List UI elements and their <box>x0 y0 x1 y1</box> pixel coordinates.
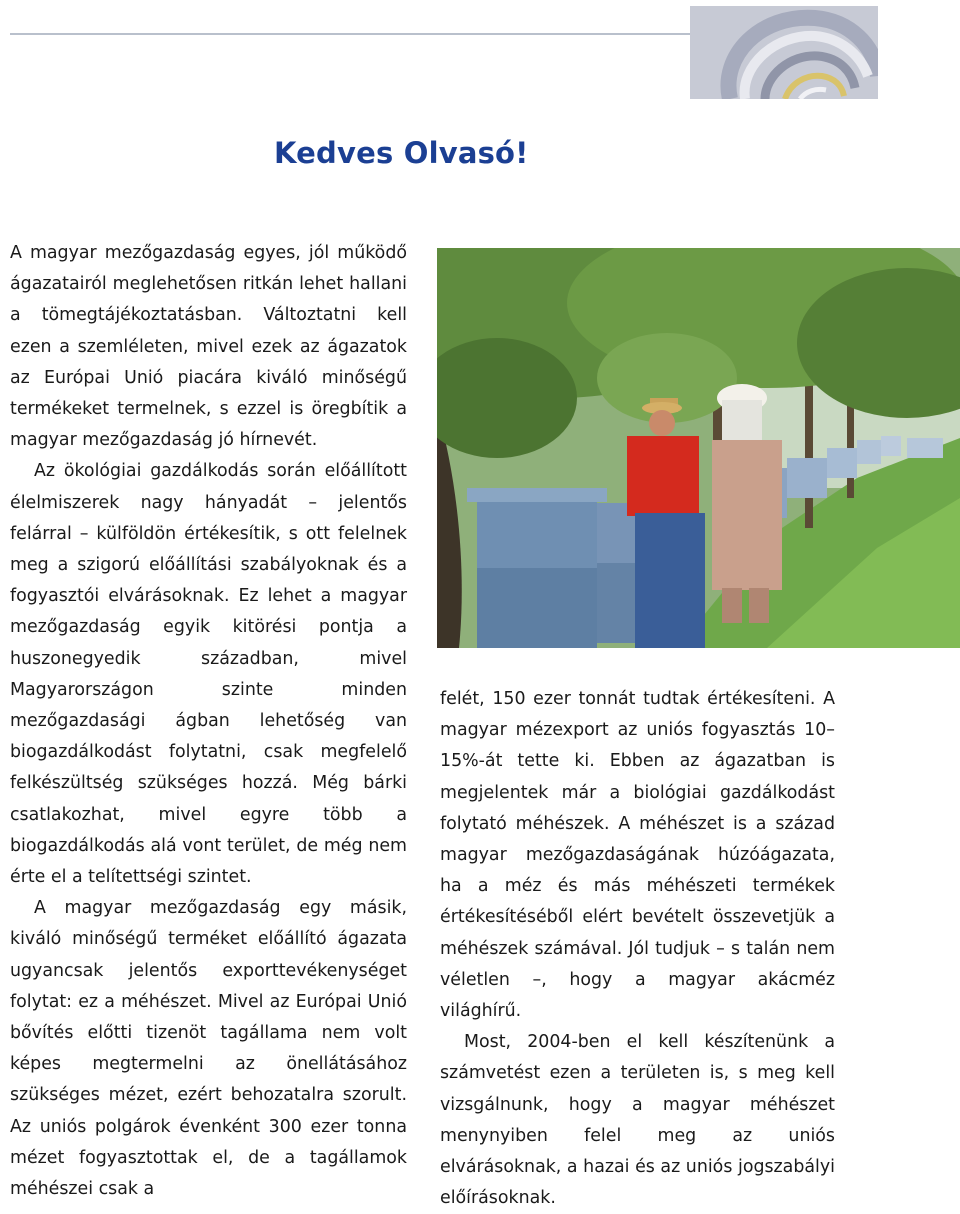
swirl-logo-icon <box>690 6 878 99</box>
left-text-column <box>10 238 407 1205</box>
paragraph: A magyar mezőgazdaság egy másik, kiváló minőségű terméket előállító ágazata ugyancsak jelentős exporttevékenységet folytat: ez a méhészet. Mivel az Európai Unió bővítés előtti tizenöt tagállama nem volt képes megtermelni az önellátásához szükséges mézet, ezért behozatalra szorult. Az uniós polgárok évenként 300 ezer tonna mézet fogyasztottak el, de a tagállamok méhészei csak a <box>10 898 407 1200</box>
page-title: Kedves Olvasó! <box>274 136 529 170</box>
beekeepers-photo <box>437 248 960 648</box>
paragraph: Az ökológiai gazdálkodás során előállított élelmiszerek nagy hányadát – jelentős felárral – külföldön értékesítik, s ott felelnek meg a szigorú előállítási szabályoknak és a fogyasztói elvárásoknak. Ez lehet a magyar mezőgazdaság egyik kitörési pontja a huszonegyedik században, mivel Magyarországon szinte minden mezőgazdasági ágban lehetőség van biogazdálkodást folytatni, csak megfelelő felkészültség szükséges hozzá. Még bárki csatlakozhat, mivel egyre több a biogazdálkodás alá vont terület, de még nem érte el a telítettségi szintet. <box>10 461 407 888</box>
paragraph: felét, 150 ezer tonnát tudtak értékesíteni. A magyar mézexport az uniós fogyasztás 10–15%-át tette ki. Ebben az ágazatban is megjelentek már a biológiai gazdálkodást folytató méhészek. A méhészet is a század magyar mezőgazdaságának húzóágazata, ha a méz és más méhészeti termékek értékesítéséből elért bevételt összevetjük a méhészek számával. Jól tudjuk – s talán nem véletlen –, hogy a magyar akácméz világhírű. <box>440 689 835 1022</box>
paragraph: Most, 2004-ben el kell készítenünk a számvetést ezen a területen is, s meg kell vizsgálnunk, hogy a magyar méhészet menynyiben felel meg az uniós elvárásoknak, a hazai és az uniós jogszabályi előírásoknak. <box>440 1032 835 1209</box>
right-text-column <box>440 684 835 1214</box>
paragraph: A magyar mezőgazdaság egyes, jól működő ágazatairól meglehetősen ritkán lehet hallani a tömegtájékoztatásban. Változtatni kell ezen a szemléleten, mivel ezek az ágazatok az Európai Unió piacára kiváló minőségű termékeket termelnek, s ezzel is öregbítik a magyar mezőgazdaság jó hírnevét. <box>10 243 407 451</box>
